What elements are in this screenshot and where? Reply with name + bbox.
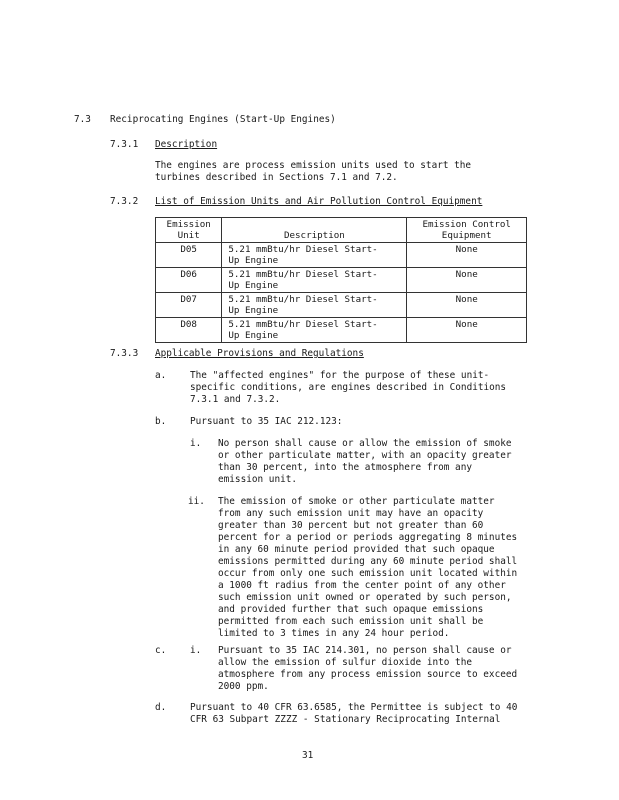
item-bii-label: ii. — [188, 496, 205, 507]
item-ci-label: i. — [190, 645, 202, 656]
header-description: Description — [222, 218, 407, 243]
cell-description: 5.21 mmBtu/hr Diesel Start- Up Engine — [222, 293, 407, 318]
subsection-number-733: 7.3.3 — [110, 348, 139, 359]
description-text: The engines are process emission units used to start the turbines described in Sections 7.1 and 7.2. — [155, 160, 472, 183]
section-number: 7.3 — [74, 114, 91, 125]
cell-control: None — [407, 243, 527, 268]
item-d-label: d. — [155, 702, 167, 713]
section-title: Reciprocating Engines (Start-Up Engines) — [110, 114, 336, 125]
cell-control: None — [407, 293, 527, 318]
table-row — [156, 268, 527, 293]
cell-description: 5.21 mmBtu/hr Diesel Start- Up Engine — [222, 318, 407, 343]
item-bi-label: i. — [190, 438, 202, 449]
cell-unit: D08 — [156, 318, 222, 343]
cell-unit: D05 — [156, 243, 222, 268]
emission-units-table — [155, 217, 527, 343]
subsection-heading-provisions: Applicable Provisions and Regulations — [155, 348, 364, 359]
cell-description: 5.21 mmBtu/hr Diesel Start- Up Engine — [222, 243, 407, 268]
item-a-label: a. — [155, 370, 167, 381]
table-header-row — [156, 218, 527, 243]
subsection-number-732: 7.3.2 — [110, 196, 139, 207]
cell-unit: D07 — [156, 293, 222, 318]
subsection-heading-description: Description — [155, 139, 218, 150]
item-ci-text: Pursuant to 35 IAC 214.301, no person shall cause or allow the emission of sulfur dioxide into the atmosphere from any process emission source to exceed 2000 ppm. — [218, 645, 518, 692]
subsection-number-731: 7.3.1 — [110, 139, 139, 150]
item-b-text: Pursuant to 35 IAC 212.123: — [190, 416, 343, 427]
header-emission-unit: Emission Unit — [156, 218, 222, 243]
item-bii-text: The emission of smoke or other particulate matter from any such emission unit may have an opacity greater than 30 percent but not greater than 60 percent for a period or periods aggregating 8 minutes in any 60 minute period provided that such opaque emissions permitted during any 60 minute period shall occur from only one such emission unit located within a 1000 ft radius from the center point of any other such emission unit owned or operated by such person, and provided further that such opaque emissions permitted from each such emission unit shall be limited to 3 times in any 24 hour period. — [218, 496, 518, 639]
item-d-text: Pursuant to 40 CFR 63.6585, the Permittee is subject to 40 CFR 63 Subpart ZZZZ - Stationary Reciprocating Internal — [190, 702, 518, 725]
cell-description: 5.21 mmBtu/hr Diesel Start- Up Engine — [222, 268, 407, 293]
table-row — [156, 318, 527, 343]
cell-control: None — [407, 268, 527, 293]
cell-unit: D06 — [156, 268, 222, 293]
table-row — [156, 293, 527, 318]
cell-control: None — [407, 318, 527, 343]
header-control-equipment: Emission Control Equipment — [407, 218, 527, 243]
item-b-label: b. — [155, 416, 167, 427]
item-bi-text: No person shall cause or allow the emission of smoke or other particulate matter, with an opacity greater than 30 percent, into the atmosphere from any emission unit. — [218, 438, 512, 485]
subsection-heading-emission-units: List of Emission Units and Air Pollution Control Equipment — [155, 196, 483, 207]
item-c-label: c. — [155, 645, 167, 656]
item-a-text: The "affected engines" for the purpose of these unit- specific conditions, are engines described in Conditions 7.3.1 and 7.3.2. — [190, 370, 507, 405]
table-row — [156, 243, 527, 268]
page-number: 31 — [302, 750, 314, 761]
